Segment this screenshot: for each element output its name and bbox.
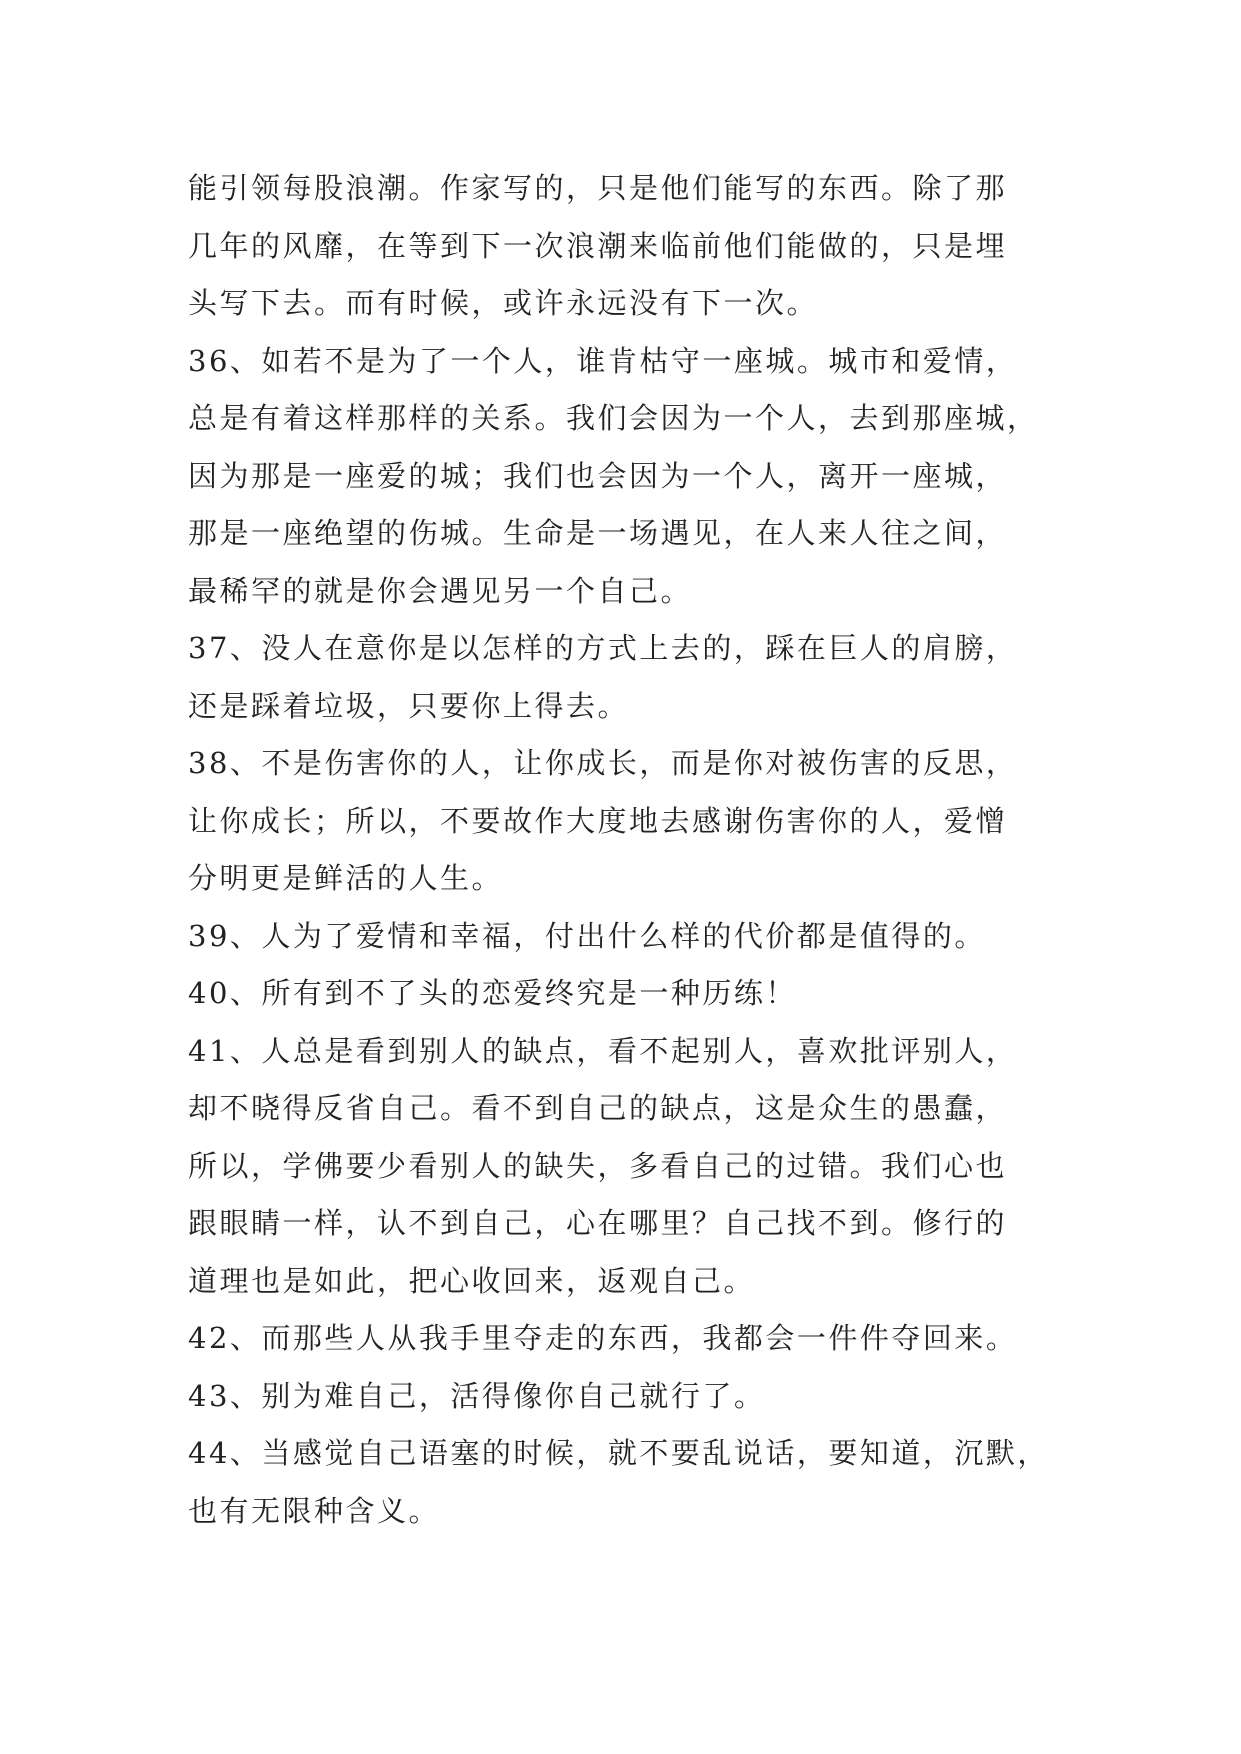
text-line: 44、当感觉自己语塞的时候，就不要乱说话，要知道，沉默， bbox=[188, 1436, 1049, 1470]
text-line: 让你成长；所以，不要故作大度地去感谢伤害你的人，爱憎 bbox=[188, 803, 1008, 838]
text-line: 最稀罕的就是你会遇见另一个自己。 bbox=[188, 573, 693, 608]
body-text bbox=[188, 160, 1068, 1540]
text-line: 42、而那些人从我手里夺走的东西，我都会一件件夺回来。 bbox=[188, 1321, 1018, 1355]
text-line: 39、人为了爱情和幸福，付出什么样的代价都是值得的。 bbox=[188, 918, 986, 953]
text-line: 却不晓得反省自己。看不到自己的缺点，这是众生的愚蠢， bbox=[188, 1091, 1008, 1125]
text-line: 40、所有到不了头的恋爱终究是一种历练！ bbox=[188, 976, 797, 1010]
text-line: 那是一座绝望的伤城。生命是一场遇见，在人来人往之间， bbox=[188, 516, 1008, 550]
text-line: 跟眼睛一样，认不到自己，心在哪里？自己找不到。修行的 bbox=[188, 1206, 1008, 1240]
text-line: 能引领每股浪潮。作家写的，只是他们能写的东西。除了那 bbox=[188, 171, 1008, 205]
text-line: 41、人总是看到别人的缺点，看不起别人，喜欢批评别人， bbox=[188, 1033, 1018, 1068]
text-line: 43、别为难自己，活得像你自己就行了。 bbox=[188, 1378, 766, 1413]
text-line: 几年的风靡，在等到下一次浪潮来临前他们能做的，只是埋 bbox=[188, 228, 1008, 263]
text-line: 头写下去。而有时候，或许永远没有下一次。 bbox=[188, 286, 819, 320]
text-line: 所以，学佛要少看别人的缺失，多看自己的过错。我们心也 bbox=[188, 1148, 1008, 1183]
text-line: 分明更是鲜活的人生。 bbox=[188, 861, 504, 895]
text-line: 37、没人在意你是以怎样的方式上去的，踩在巨人的肩膀， bbox=[188, 631, 1018, 665]
text-line: 总是有着这样那样的关系。我们会因为一个人，去到那座城， bbox=[188, 401, 1039, 435]
text-line: 还是踩着垃圾，只要你上得去。 bbox=[188, 688, 630, 723]
text-line: 道理也是如此，把心收回来，返观自己。 bbox=[188, 1263, 756, 1298]
text-line: 36、如若不是为了一个人，谁肯枯守一座城。城市和爱情， bbox=[188, 343, 1018, 378]
text-line: 38、不是伤害你的人，让你成长，而是你对被伤害的反思， bbox=[188, 746, 1018, 780]
text-line: 也有无限种含义。 bbox=[188, 1493, 441, 1528]
text-line: 因为那是一座爱的城；我们也会因为一个人，离开一座城， bbox=[188, 458, 1008, 493]
